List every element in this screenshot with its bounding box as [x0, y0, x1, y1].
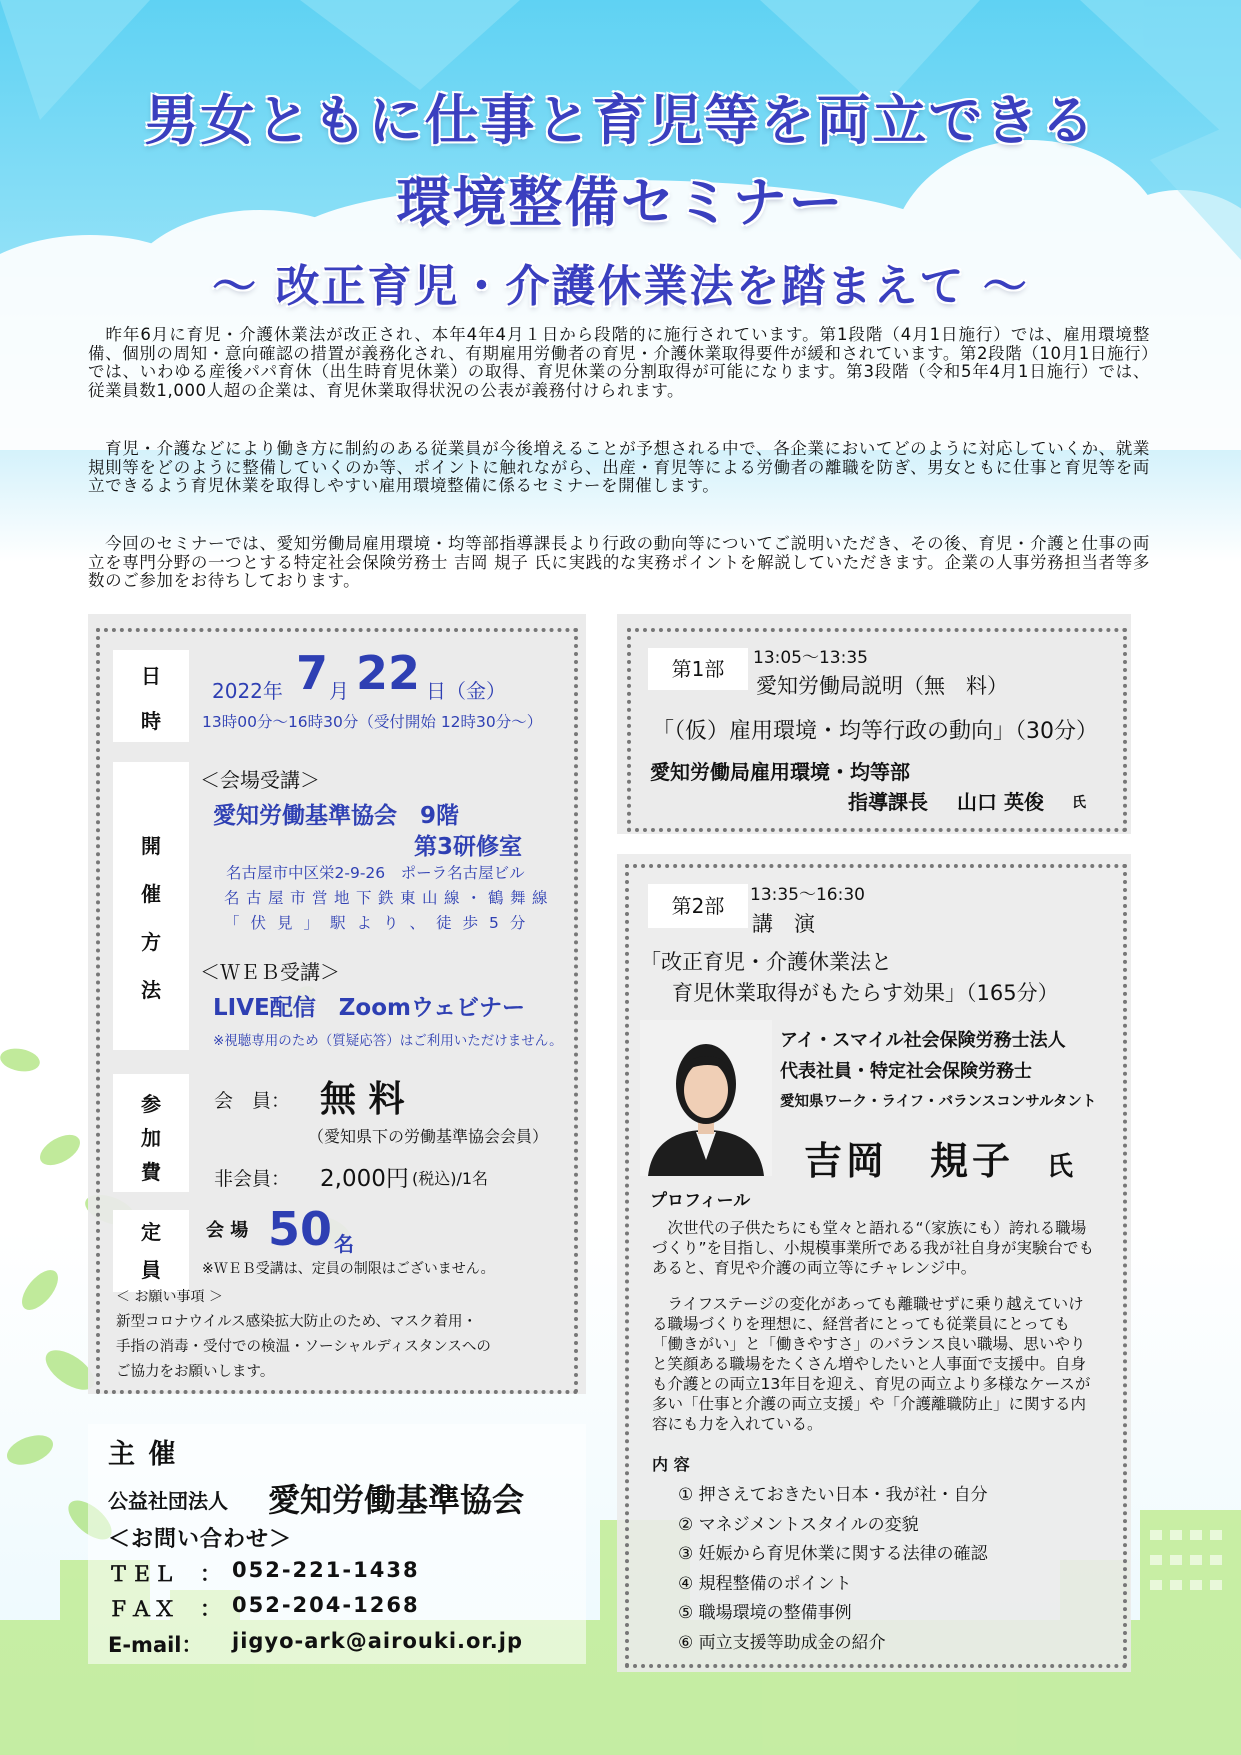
contact-heading: ＜お問い合わせ＞	[108, 1527, 293, 1552]
capacity-venue-label: 会 場	[206, 1220, 249, 1241]
intro-paragraph-3: 今回のセミナーでは、愛知労働局雇用環境・均等部指導課長より行政の動向等についてご説明いただき、その後、育児・介護と仕事の両立を専門分野の一つとする特定社会保険労務士 吉岡 規子 氏に実践的な実務ポイントを解説していただきます。企業の人事労務担当者等多数のご参加をお待ちしております。	[88, 534, 1150, 590]
nonmember-label: 非会員：	[214, 1168, 291, 1190]
email-label: E-mail：	[108, 1633, 203, 1657]
part1-tag: 第1部	[648, 648, 748, 690]
speaker-affiliation-1: アイ・スマイル社会保険労務士法人	[780, 1030, 1066, 1051]
part1-time: 13:05～13:35	[753, 648, 868, 668]
nonmember-tax: (税込)/1名	[412, 1169, 489, 1188]
web-heading: ＜ＷＥＢ受講＞	[200, 960, 340, 984]
contents-item: ① 押さえておきたい日本・我が社・自分	[678, 1485, 988, 1505]
intro-paragraph-2: 育児・介護などにより働き方に制約のある従業員が今後増えることが予想される中で、各企業においてどのように対応していくか、就業規則等をどのように整備していくのか等、ポイントに触れながら、出産・育児等による労働者の離職を防ぎ、男女ともに仕事と育児等を両立できるよう育児休業を取得しやすい雇用環境整備に係るセミナーを開催します。	[88, 439, 1150, 495]
event-day-unit: 日	[426, 679, 446, 703]
intro-paragraph-1: 昨年6月に育児・介護休業法が改正され、本年4年4月１日から段階的に施行されています。第1段階（4月1日施行）では、雇用環境整備、個別の周知・意向確認の措置が義務化され、有期雇用労働者の育児・介護休業取得要件が緩和されています。第2段階（10月1日施行）では、いわゆる産後パパ育休（出生時育児休業）の取得、育児休業の分割取得が可能になります。第3段階（令和5年4月1日施行）では、従業員数1,000人超の企業は、育児休業取得状況の公表が義務付けられます。	[88, 325, 1150, 400]
main-title-line1: 男女ともに仕事と育児等を両立できる	[144, 89, 1097, 152]
tel-label: ＴＥＬ ：	[108, 1562, 223, 1586]
event-month: 7	[296, 646, 329, 700]
event-day: 22	[356, 646, 421, 700]
main-title-line2: 環境整備セミナー	[396, 171, 845, 234]
request-line-3: ご協力をお願いします。	[116, 1364, 275, 1380]
part1-title: 愛知労働局説明（無 料）	[756, 674, 1008, 698]
organizer-name: 愛知労働基準協会	[268, 1481, 525, 1519]
fax-label: ＦＡＸ ：	[108, 1597, 223, 1621]
part2-tag: 第2部	[648, 884, 748, 928]
request-line-1: 新型コロナウイルス感染拡大防止のため、マスク着用・	[116, 1314, 478, 1330]
contents-item: ③ 妊娠から育児休業に関する法律の確認	[678, 1544, 988, 1564]
contents-list	[678, 1480, 988, 1657]
capacity-unit: 名	[334, 1232, 354, 1256]
capacity-note: ※ＷＥＢ受講は、定員の制限はございません。	[202, 1261, 495, 1277]
event-time: 13時00分～16時30分（受付開始 12時30分～）	[202, 713, 543, 731]
member-label: 会 員：	[214, 1090, 291, 1112]
member-fee: 無 料	[320, 1079, 405, 1120]
tel-number[interactable]: 052-221-1438	[232, 1558, 420, 1582]
speaker-honorific: 氏	[1047, 1152, 1074, 1182]
contents-item: ⑥ 両立支援等助成金の紹介	[678, 1632, 886, 1653]
organizer-prefix: 公益社団法人	[108, 1489, 228, 1513]
part2-title: 講 演	[752, 912, 815, 936]
method-label: 開 催 方 法	[113, 762, 189, 1050]
part1-speaker-org: 愛知労働局雇用環境・均等部	[650, 760, 910, 784]
venue-heading: ＜会場受講＞	[200, 768, 320, 792]
capacity-number: 50	[268, 1202, 333, 1256]
part1-speaker-name: 山口 英俊	[957, 790, 1044, 814]
schedule-label: 日 時	[113, 650, 189, 742]
fee-label: 参 加 費	[113, 1074, 189, 1192]
web-note: ※視聴専用のため（質疑応答）はご利用いただけません。	[213, 1033, 563, 1049]
fax-number: 052-204-1268	[232, 1593, 420, 1617]
venue-name: 愛知労働基準協会 9階	[213, 803, 460, 829]
speaker-photo	[640, 1020, 772, 1176]
speaker-affiliation-2: 代表社員・特定社会保険労務士	[780, 1061, 1032, 1082]
nonmember-fee: 2,000円	[320, 1166, 409, 1192]
event-year: 2022年	[212, 679, 283, 703]
contents-item: ② マネジメントスタイルの変貌	[678, 1514, 919, 1535]
capacity-label: 定 員	[113, 1210, 189, 1292]
member-note: （愛知県下の労働基準協会会員）	[308, 1127, 549, 1146]
part1-speaker-title: 指導課長	[848, 790, 928, 814]
venue-address: 名古屋市中区栄2-9-26 ポーラ名古屋ビル	[226, 864, 525, 882]
part1-topic: 「（仮）雇用環境・均等行政の動向」（30分）	[652, 719, 1098, 744]
contents-item: ④ 規程整備のポイント	[678, 1573, 852, 1594]
contents-heading: 内 容	[652, 1455, 690, 1474]
part2-topic-line1: 「改正育児・介護休業法と	[640, 950, 892, 974]
organizer-heading: 主 催	[108, 1439, 178, 1470]
request-heading: ＜ お願い事項 ＞	[116, 1289, 223, 1305]
event-month-unit: 月	[329, 679, 349, 703]
speaker-name: 吉岡 規子	[804, 1139, 1015, 1183]
profile-heading: プロフィール	[650, 1191, 751, 1211]
subtitle: ～ 改正育児・介護休業法を踏まえて ～	[212, 261, 1029, 312]
venue-room: 第3研修室	[414, 834, 523, 860]
request-line-2: 手指の消毒・受付での検温・ソーシャルディスタンスへの	[116, 1339, 491, 1355]
venue-access-line: 名古屋市営地下鉄東山線・鶴舞線	[224, 889, 555, 907]
profile-paragraph-1: 次世代の子供たちにも堂々と語れる“（家族にも）誇れる職場づくり”を目指し、小規模事業所である我が社自身が実験台でもあると、育児や介護の両立等にチャレンジ中。	[652, 1219, 1095, 1277]
email-address[interactable]: jigyo-ark@airouki.or.jp	[232, 1629, 523, 1653]
event-weekday: （金）	[446, 679, 506, 703]
speaker-affiliation-3: 愛知県ワーク・ライフ・バランスコンサルタント	[780, 1094, 1097, 1110]
profile-paragraph-2: ライフステージの変化があっても離職せずに乗り越えていける職場づくりを理想に、経営者にとっても従業員にとっても「働きがい」と「働きやすさ」のバランス良い職場、思いやりと笑顔ある職場をたくさん増やしたいと人事面で支援中。自身も介護との両立13年目を迎え、育児の両立より多様なケースが多い「仕事と介護の両立支援」や「介護離職防止」に関する内容にも力を入れている。	[652, 1295, 1091, 1433]
part2-topic-line2: 育児休業取得がもたらす効果」（165分）	[672, 981, 1059, 1005]
contents-item: ⑤ 職場環境の整備事例	[678, 1603, 852, 1623]
part2-time: 13:35～16:30	[750, 885, 865, 905]
web-name: LIVE配信 Zoomウェビナー	[213, 995, 526, 1021]
venue-access-station: 「伏見」駅より、徒歩5分	[224, 914, 537, 932]
part1-honorific: 氏	[1072, 795, 1086, 811]
